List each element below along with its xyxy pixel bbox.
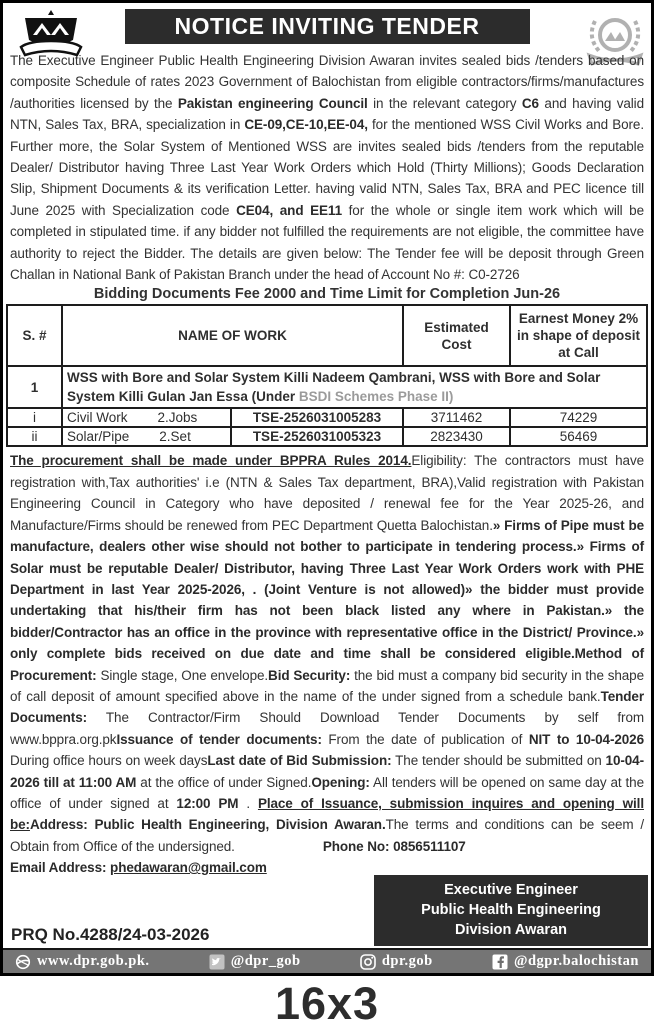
text-segment: The procurement shall be made under BPPRA Rules 2014. <box>10 453 412 469</box>
row-earnest-money: 56469 <box>510 427 647 446</box>
text-segment: » Firms of Pipe must be manufacture, dealers other wise should not bother to participate in tendering process. <box>10 517 645 555</box>
text-segment: C6 <box>521 95 539 111</box>
text-segment: The Executive Engineer Public Health Engineering Division Awaran invites sealed bids /tenders based on composite Schedule of rates 2023 Government of Balochistan from eligible contractors/firms/manufactures /authorities licensed by the <box>10 53 644 111</box>
row-estimated-cost: 2823430 <box>403 427 510 446</box>
text-segment: for the whole or single item work which will be completed in stipulated time. if any bidder not fulfilled the requirements are not eligible, the committee have authority to reject the Bidder. The details are given below: The Tender fee will be deposit through Green Challan in National Bank of Pakistan Branch under the head of Account No #: C0-2726 <box>10 202 644 283</box>
text-segment: NIT to 10-04-2026 <box>528 731 644 747</box>
intro-paragraph <box>3 50 651 285</box>
works-table <box>6 304 648 447</box>
footer-facebook <box>492 953 639 970</box>
text-segment: 10-04-2026 till at 11:00 AM <box>10 753 644 790</box>
text-segment: » only complete bids received on due date and time shall be considered eligible. <box>10 624 644 662</box>
text-segment: The Contractor/Firm Should Download Tender Documents by self from www.bppra.org.pk <box>10 710 644 747</box>
footer-website <box>15 953 150 970</box>
text-segment: Tender Documents: <box>10 688 644 726</box>
signatory-division: Division Awaran <box>454 922 567 938</box>
instagram-icon <box>360 954 376 970</box>
terms-paragraph <box>3 450 651 878</box>
work-quantity: 2.Set <box>159 429 191 445</box>
table-row <box>7 427 647 446</box>
table-row <box>7 408 647 427</box>
signatory-title: Executive Engineer <box>444 882 578 898</box>
scheme-name <box>62 366 647 408</box>
text-segment: CE-09,CE-10,EE-04, <box>244 117 368 133</box>
row-serial: i <box>7 408 62 427</box>
signature-block <box>374 875 648 946</box>
text-segment: for the mentioned WSS Civil Works and Bore. Further more, the Solar System of Mentioned WSS are invites sealed bids /tenders from the reputable Dealer/ Distributor having Three Last Year Work Orders which Hold (Thirty Millions); Goods Declaration Slip, Shipment Documents & its verification Letter. having valid NTN, Sales Tax, BRA and PEC licence till June 2025 with Specialization code <box>10 117 644 218</box>
text-segment: in the relevant category <box>367 95 522 111</box>
globe-icon <box>15 954 31 970</box>
twitter-icon <box>209 954 225 970</box>
text-segment: Single stage, One envelope. <box>96 667 269 683</box>
notice-title-bar <box>125 9 530 44</box>
header-name-of-work: NAME OF WORK <box>62 305 403 366</box>
row-tse-number: TSE-2526031005283 <box>231 408 403 427</box>
row-work-type <box>62 408 231 427</box>
row-tse-number: TSE-2526031005323 <box>231 427 403 446</box>
footer-instagram-label: dpr.gob <box>381 953 433 969</box>
scheme-serial: 1 <box>7 366 62 408</box>
header-estimated-cost: Estimated Cost <box>403 305 510 366</box>
text-segment: 12:00 PM <box>176 795 239 811</box>
text-segment: CE04, and EE11 <box>236 202 342 218</box>
header-serial: S. # <box>7 305 62 366</box>
work-label: Civil Work <box>67 410 128 426</box>
text-segment: Email Address: <box>10 860 111 876</box>
row-earnest-money: 74229 <box>510 408 647 427</box>
text-segment: Eligibility: The contractors must have registration with,Tax authorities' i.e (NTN & Sales Tax department, BRA),Valid registration with Pakistan Engineering Council in Category who have deposited / renewal fee for the Year 2025-26, and Manufacture/Firms should be renewed from PEC Department Quetta Balochistan. <box>10 453 644 533</box>
text-segment: Pakistan engineering Council <box>177 95 368 111</box>
text-segment: Bid Security: <box>268 667 351 683</box>
text-segment: Opening: <box>311 774 370 790</box>
work-label: Solar/Pipe <box>67 429 130 445</box>
ad-size-tag: 16x3 <box>274 978 380 1029</box>
row-work-type <box>62 427 231 446</box>
text-segment: and having valid NTN, Sales Tax, BRA, specialization in <box>10 95 644 133</box>
text-segment: From the date of publication of <box>321 731 529 747</box>
text-segment: All tenders will be opened on same day at the office of under signed at <box>10 774 644 811</box>
scheme-name-phase: BSDI Schemes Phase II) <box>298 389 454 405</box>
text-segment: Phone No: 0856511107 <box>322 838 466 854</box>
text-segment: at the office of under Signed. <box>136 774 312 790</box>
prq-number: PRQ No.4288/24-03-2026 <box>11 925 210 944</box>
text-segment: » Firms of Solar must be reputable Dealer/ Distributor, having Three Last Year Work Orders work with PHE Department in last Year 2025-2026, . (Joint Venture is not allowed) <box>10 539 645 597</box>
scheme-name-main: WSS with Bore and Solar System Killi Nadeem Qambrani, WSS with Bore and Solar System Killi Gulan Jan Essa (Under <box>67 370 601 405</box>
footer-twitter <box>209 953 301 970</box>
text-segment: Method of Procurement: <box>10 646 644 683</box>
footer-instagram <box>360 953 433 970</box>
bidding-documents-heading: Bidding Documents Fee 2000 and Time Limit for Completion Jun-26 <box>93 286 561 303</box>
text-segment: phedawaran@gmail.com <box>110 860 267 876</box>
row-serial: ii <box>7 427 62 446</box>
text-segment: » the bidder/Contractor has an office in the province with representative office in the District/ Province. <box>10 603 644 640</box>
signatory-department: Public Health Engineering <box>421 902 601 918</box>
text-segment: During office hours on week days <box>10 753 208 769</box>
table-header-row <box>7 305 647 366</box>
facebook-icon <box>492 954 508 970</box>
header-earnest-money: Earnest Money 2% in shape of deposit at Call <box>510 305 647 366</box>
text-segment: the bid must a company bid security in the shape of call deposit of amount specified above in the name of the under signed from a schedule bank. <box>10 667 645 704</box>
table-row-scheme <box>7 366 647 408</box>
row-estimated-cost: 3711462 <box>403 408 510 427</box>
text-segment: Issuance of tender documents: <box>116 731 322 747</box>
work-quantity: 2.Jobs <box>157 410 198 426</box>
footer-facebook-label: @dgpr.balochistan <box>513 953 639 969</box>
text-segment: The terms and conditions can be seem / Obtain from Office of the undersigned. <box>10 817 645 854</box>
footer-twitter-label: @dpr_gob <box>230 953 301 969</box>
text-segment: . <box>238 795 258 811</box>
text-segment: » the bidder must provide undertaking that his/their firm has not been black listed any where in Pakistan. <box>10 581 644 619</box>
text-segment: Place of Issuance, submission inquires and opening will be: <box>10 795 644 833</box>
text-segment: Address: Public Health Engineering, Division Awaran. <box>29 817 386 833</box>
footer-website-label: www.dpr.gob.pk. <box>37 953 150 969</box>
footer-social-bar <box>3 948 651 973</box>
text-segment: Last date of Bid Submission: <box>207 753 392 769</box>
text-segment: The tender should be submitted on <box>391 753 606 769</box>
page-title: NOTICE INVITING TENDER <box>174 13 480 39</box>
